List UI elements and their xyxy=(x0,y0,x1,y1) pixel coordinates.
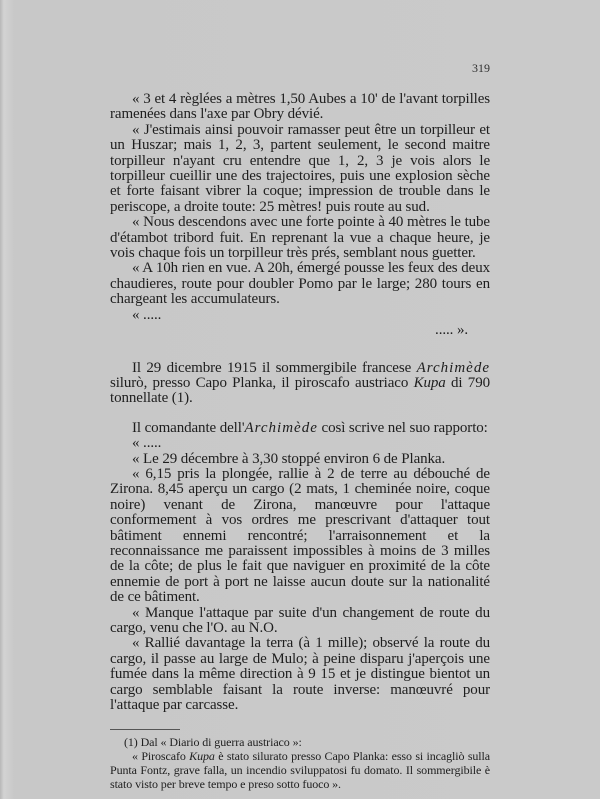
paragraph: « 3 et 4 règlées a mètres 1,50 Aubes a 10' de l'avant torpilles ramenées dans l'axe par Obry dévié. xyxy=(110,91,490,123)
paragraph: « Nous descendons avec une forte pointe à 40 mètres le tube d'étambot tribord fuit. En reprenant la vue a chaque heure, je vois chaque fois un torpilleur très prés, semblant nous guetter. xyxy=(110,214,490,262)
ellipsis-open: « ..... xyxy=(132,306,162,323)
page-content xyxy=(110,92,490,791)
text-run: Il comandante dell' xyxy=(132,419,245,436)
text-run: di 790 tonnellate (1). xyxy=(110,374,491,407)
footnote-text xyxy=(110,749,490,791)
text-run: è stato silurato presso Capo Planka: esso si incagliò sulla Punta Fontz, grave falla, un incendio sviluppatosi fu domato. Il sommergibile è stato visto per breve tempo e preso sotto fuoco ». xyxy=(110,749,490,792)
ship-name: Kupa xyxy=(189,749,215,764)
footnote-heading: (1) Dal « Diario di guerra austriaco »: xyxy=(124,735,302,750)
page-number: 319 xyxy=(472,61,490,75)
text-run: così scrive nel suo rapporto: xyxy=(317,419,488,436)
paragraph: « 6,15 pris la plongée, rallie à 2 de terre au débouché de Zirona. 8,45 aperçu un cargo (2 mats, 1 cheminée noire, coque noire) venant de Zirona, manœuvre pour l'attaque conformement à vos ordres me prescrivant d'attaquer tout bâtiment ennemi rencontré; l'arraisonnement et la reconnaissance me paraissent impossibles à moins de 3 milles de la côte; de plus le fait que naviguer en proximité de la côte ennemie de port à port ne laisse aucun doute sur la nationalité de ce bâtiment. xyxy=(110,465,490,606)
body-text xyxy=(110,92,490,713)
paragraph: « A 10h rien en vue. A 20h, émergé pousse les feux des deux chaudieres, route pour doubler Pomo par le large; 280 tours en chargeant les accumulateurs. xyxy=(110,260,490,308)
text-run: silurò, presso Capo Planka, il piroscafo austriaco xyxy=(110,374,414,391)
text-run: Il 29 dicembre 1915 il sommergibile francese xyxy=(132,359,417,376)
paragraph: « J'estimais ainsi pouvoir ramasser peut être un torpilleur et un Huszar; mais 1, 2, 3, partent seulement, le second maitre torpilleur n'ayant cru entendre que 1, 2, 3 je vois alors le torpilleur cueillir une des trajectoires, puis une explosion sèche et forte faisant vibrer la coque; impression de trouble dans le periscope, a droite toute: 25 mètres! puis route au sud. xyxy=(110,121,490,215)
ship-name: Kupa xyxy=(413,374,446,391)
footnote-divider xyxy=(110,729,180,730)
ellipsis-open: « ..... xyxy=(132,435,162,452)
paragraph: « Rallié davantage la terra (à 1 mille); observé la route du cargo, il passe au large de Mulo; à peine disparu j'aperçois une fumée dans la même direction à 9 15 et je distingue bientot un cargo semblable faisant la route inverse: manœuvré pour l'attaque par carcasse. xyxy=(110,635,490,714)
ship-name: Archimède xyxy=(244,419,318,436)
paragraph xyxy=(110,421,490,436)
paragraph xyxy=(110,361,490,407)
footnotes xyxy=(110,735,490,791)
ship-name: Archimède xyxy=(416,359,490,376)
text-run: « Piroscafo xyxy=(132,749,190,764)
paragraph: « Le 29 décembre à 3,30 stoppé environ 6 de Planka. xyxy=(132,450,446,467)
ellipsis-close: ..... ». xyxy=(435,322,468,339)
paragraph: « Manque l'attaque par suite d'un changement de route du cargo, venu che l'O. au N.O. xyxy=(110,604,490,636)
